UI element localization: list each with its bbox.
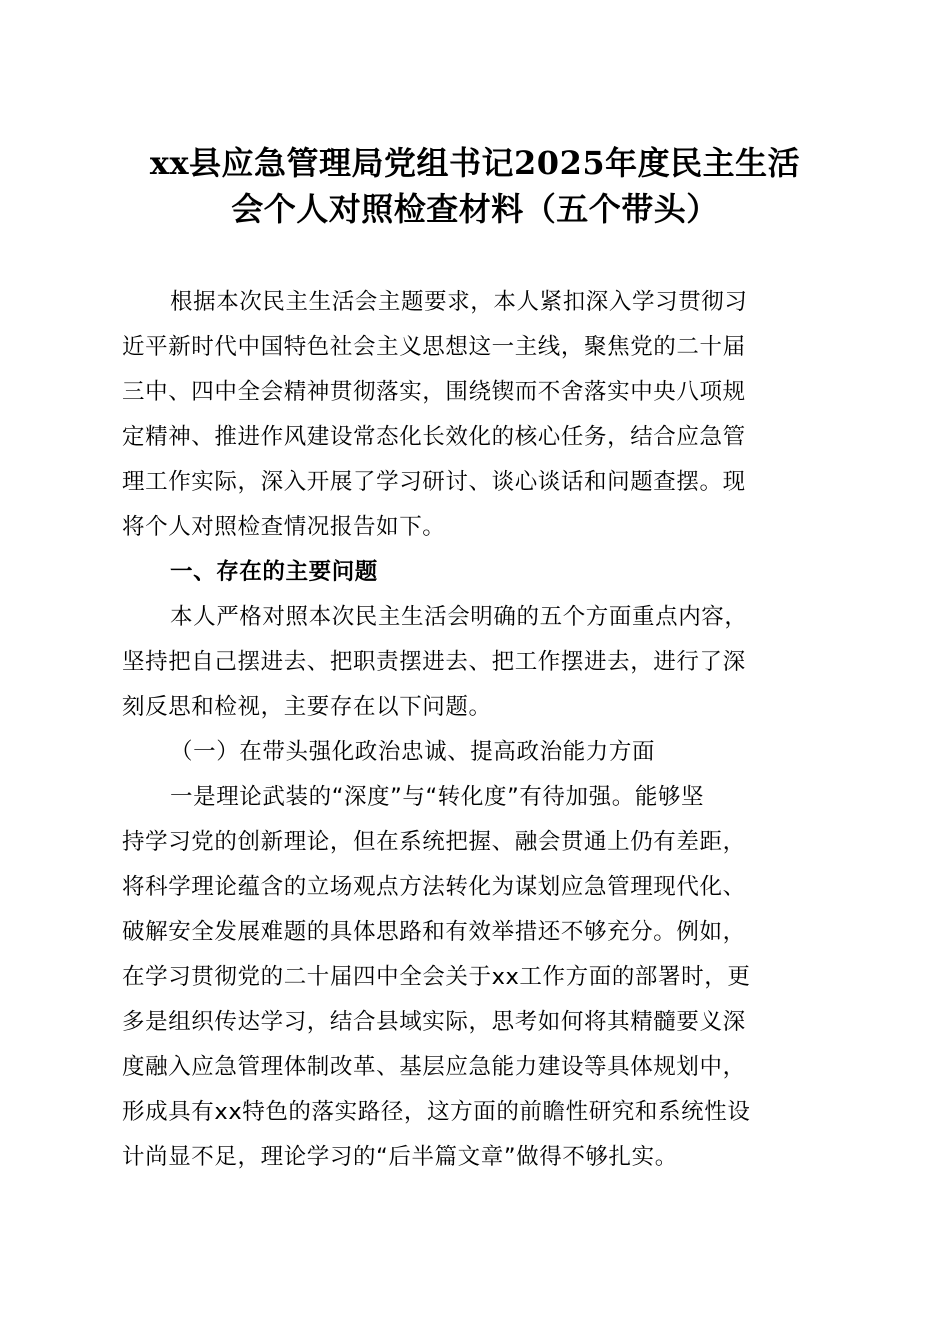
document-title	[95, 140, 855, 232]
title-line-2: 会个人对照检查材料（五个带头）	[231, 190, 719, 228]
text-line: 理工作实际，深入开展了学习研讨、谈心谈话和问题查摆。现	[122, 469, 746, 495]
text-line: 三中、四中全会精神贯彻落实，围绕锲而不舍落实中央八项规	[122, 379, 746, 405]
intro-paragraph	[122, 280, 828, 550]
text-line: 定精神、推进作风建设常态化长效化的核心任务，结合应急管	[122, 424, 746, 450]
title-line-1: xx县应急管理局党组书记2025年度民主生活	[149, 144, 801, 182]
text-line: 坚持把自己摆进去、把职责摆进去、把工作摆进去，进行了深	[122, 649, 746, 675]
text-line: 根据本次民主生活会主题要求，本人紧扣深入学习贯彻习	[170, 289, 748, 315]
section-paragraph	[122, 595, 828, 730]
text-line: 多是组织传达学习，结合县域实际，思考如何将其精髓要义深	[122, 1009, 746, 1035]
section-heading	[122, 550, 828, 595]
text-line: 破解安全发展难题的具体思路和有效举措还不够充分。例如，	[122, 919, 746, 945]
text-line: 计尚显不足，理论学习的“后半篇文章”做得不够扎实。	[122, 1144, 678, 1170]
section-heading-text: 一、存在的主要问题	[170, 559, 378, 585]
document-body	[122, 280, 828, 1180]
text-line: 在学习贯彻党的二十届四中全会关于xx工作方面的部署时，更	[122, 964, 751, 990]
text-line: 持学习党的创新理论，但在系统把握、融会贯通上仍有差距，	[122, 829, 746, 855]
text-line: 刻反思和检视，主要存在以下问题。	[122, 694, 492, 720]
text-line: 将个人对照检查情况报告如下。	[122, 514, 446, 540]
text-line: 度融入应急管理体制改革、基层应急能力建设等具体规划中，	[122, 1054, 746, 1080]
text-line: 本人严格对照本次民主生活会明确的五个方面重点内容，	[170, 604, 748, 630]
text-line: 近平新时代中国特色社会主义思想这一主线，聚焦党的二十届	[122, 334, 746, 360]
subsection-heading-text: （一）在带头强化政治忠诚、提高政治能力方面	[170, 739, 656, 765]
text-line: 一是理论武装的“深度”与“转化度”有待加强。能够坚	[170, 784, 705, 810]
point-paragraph	[122, 775, 828, 1180]
text-line: 形成具有xx特色的落实路径，这方面的前瞻性研究和系统性设	[122, 1099, 751, 1125]
text-line: 将科学理论蕴含的立场观点方法转化为谋划应急管理现代化、	[122, 874, 746, 900]
subsection-heading	[122, 730, 828, 775]
